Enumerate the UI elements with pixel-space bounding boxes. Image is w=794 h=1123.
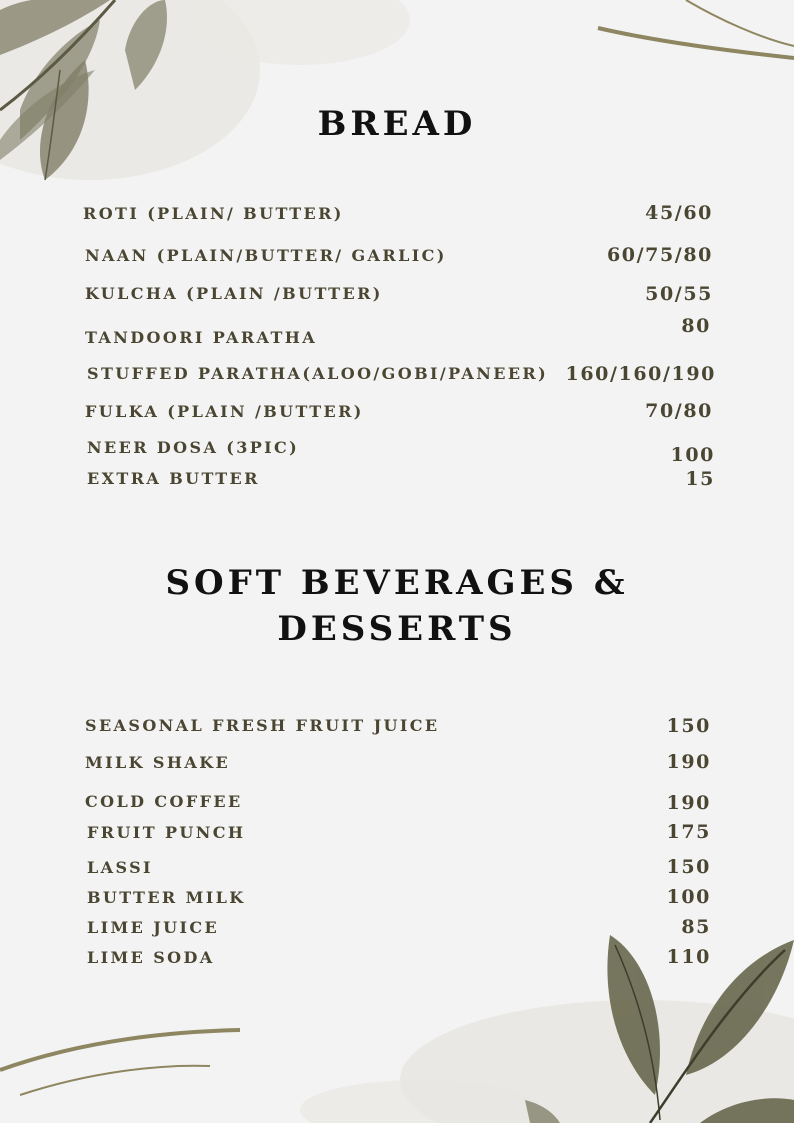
menu-item-price: 45/60 xyxy=(645,202,713,224)
menu-item-name: NEER DOSA (3PIC) xyxy=(87,438,300,457)
menu-item-name: NAAN (PLAIN/BUTTER/ GARLIC) xyxy=(85,246,447,265)
menu-item-price: 85 xyxy=(681,916,711,938)
menu-item-price: 190 xyxy=(666,792,711,814)
menu-item-price: 100 xyxy=(666,886,711,908)
bread-section-title: BREAD xyxy=(317,104,477,144)
menu-item-name: ROTI (PLAIN/ BUTTER) xyxy=(83,204,344,223)
menu-item-name: SEASONAL FRESH FRUIT JUICE xyxy=(85,716,440,735)
menu-item-name: KULCHA (PLAIN /BUTTER) xyxy=(85,284,383,303)
menu-item-price: 15 xyxy=(685,468,715,490)
menu-item-name: EXTRA BUTTER xyxy=(87,469,260,488)
menu-item-name: LIME SODA xyxy=(87,948,215,967)
menu-item-name: TANDOORI PARATHA xyxy=(85,328,318,347)
menu-item-price: 70/80 xyxy=(645,400,713,422)
menu-item-price: 100 xyxy=(670,444,715,466)
beverages-title-line1: SOFT BEVERAGES & xyxy=(165,563,629,603)
menu-item-name: COLD COFFEE xyxy=(85,792,243,811)
beverages-title-line2: DESSERTS xyxy=(277,609,517,649)
menu-item-name: LIME JUICE xyxy=(87,918,220,937)
menu-item-name: STUFFED PARATHA(ALOO/GOBI/PANEER) xyxy=(87,364,549,383)
menu-item-name: FULKA (PLAIN /BUTTER) xyxy=(85,402,364,421)
menu-item-name: FRUIT PUNCH xyxy=(87,823,246,842)
menu-item-price: 190 xyxy=(666,751,711,773)
menu-item-price: 150 xyxy=(666,856,711,878)
menu-item-name: MILK SHAKE xyxy=(85,753,231,772)
menu-item-price: 175 xyxy=(666,821,711,843)
menu-item-price: 50/55 xyxy=(645,283,713,305)
menu-item-price: 60/75/80 xyxy=(606,244,713,266)
menu-item-price: 150 xyxy=(666,715,711,737)
menu-item-name: LASSI xyxy=(87,858,153,877)
menu-item-price: 160/160/190 xyxy=(565,363,716,385)
menu-item-name: BUTTER MILK xyxy=(87,888,246,907)
menu-item-price: 80 xyxy=(681,315,711,337)
menu-item-price: 110 xyxy=(666,946,711,968)
beverages-section-title xyxy=(0,560,794,652)
